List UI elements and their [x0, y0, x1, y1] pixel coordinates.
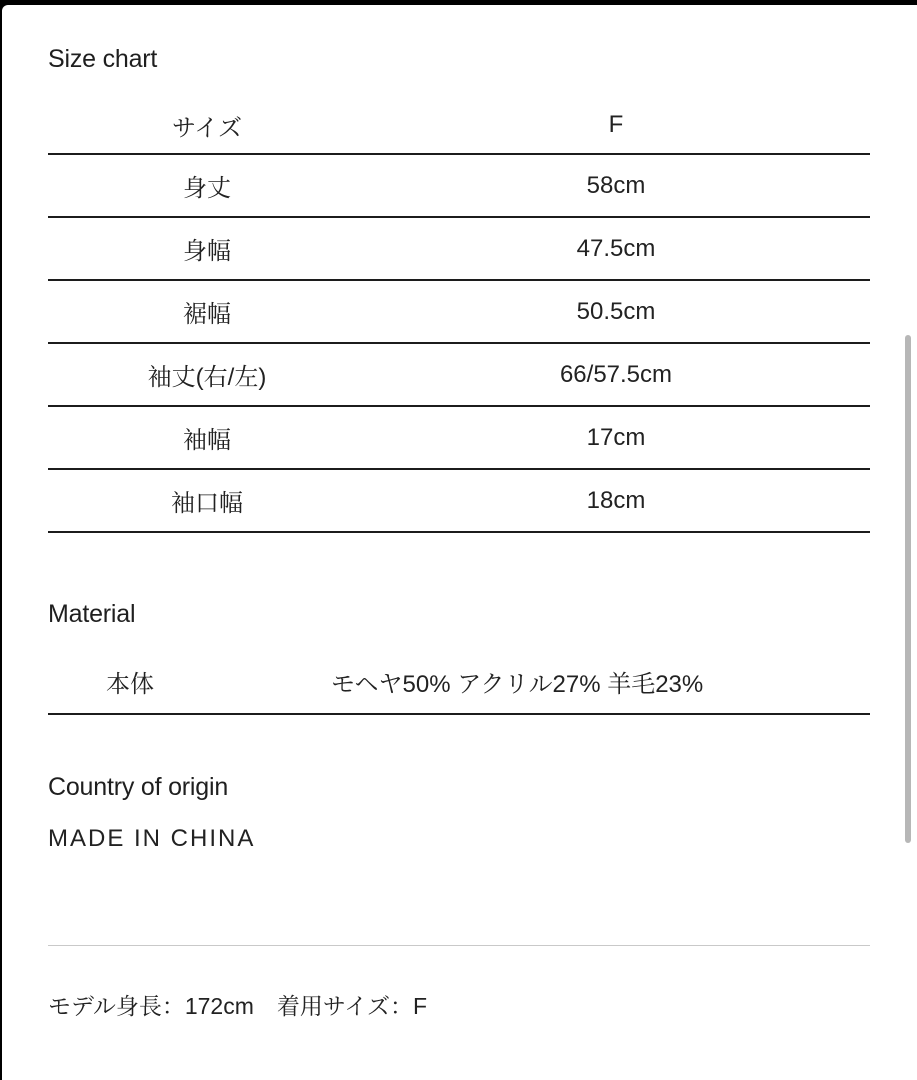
product-details-page [2, 5, 917, 1080]
model-info: モデル身長：172cm 着用サイズ：F [48, 993, 428, 1019]
measurement-label: 裾幅 [183, 301, 231, 328]
size-chart-row [48, 281, 870, 344]
country-of-origin-title: Country of origin [48, 773, 229, 801]
measurement-value: 47.5cm [576, 234, 656, 262]
size-chart-title: Size chart [48, 45, 158, 73]
material-composition: モヘヤ50% アクリル27% 羊毛23% [331, 670, 704, 698]
material-row [48, 653, 870, 715]
material-title: Material [48, 600, 136, 628]
measurement-value: 50.5cm [576, 297, 656, 325]
size-chart-row [48, 470, 870, 533]
material-label: 本体 [106, 670, 154, 698]
measurement-label: 身丈 [183, 175, 231, 202]
measurement-value: 66/57.5cm [559, 360, 673, 388]
size-chart-table [48, 97, 870, 533]
measurement-value: 17cm [586, 423, 646, 451]
size-chart-header-row [48, 97, 870, 155]
size-header-value: F [608, 111, 624, 138]
measurement-label: 袖丈(右/左) [147, 364, 267, 391]
size-header-label: サイズ [171, 114, 243, 142]
measurement-value: 58cm [586, 171, 646, 199]
measurement-label: 袖幅 [183, 427, 231, 454]
vertical-scrollbar[interactable] [905, 335, 911, 843]
measurement-label: 袖口幅 [171, 490, 243, 517]
measurement-label: 身幅 [183, 238, 231, 265]
size-chart-row [48, 155, 870, 218]
country-of-origin-value: MADE IN CHINA [48, 825, 256, 852]
size-chart-row [48, 218, 870, 281]
size-chart-row [48, 344, 870, 407]
section-divider [48, 945, 870, 946]
measurement-value: 18cm [586, 486, 646, 514]
size-chart-row [48, 407, 870, 470]
